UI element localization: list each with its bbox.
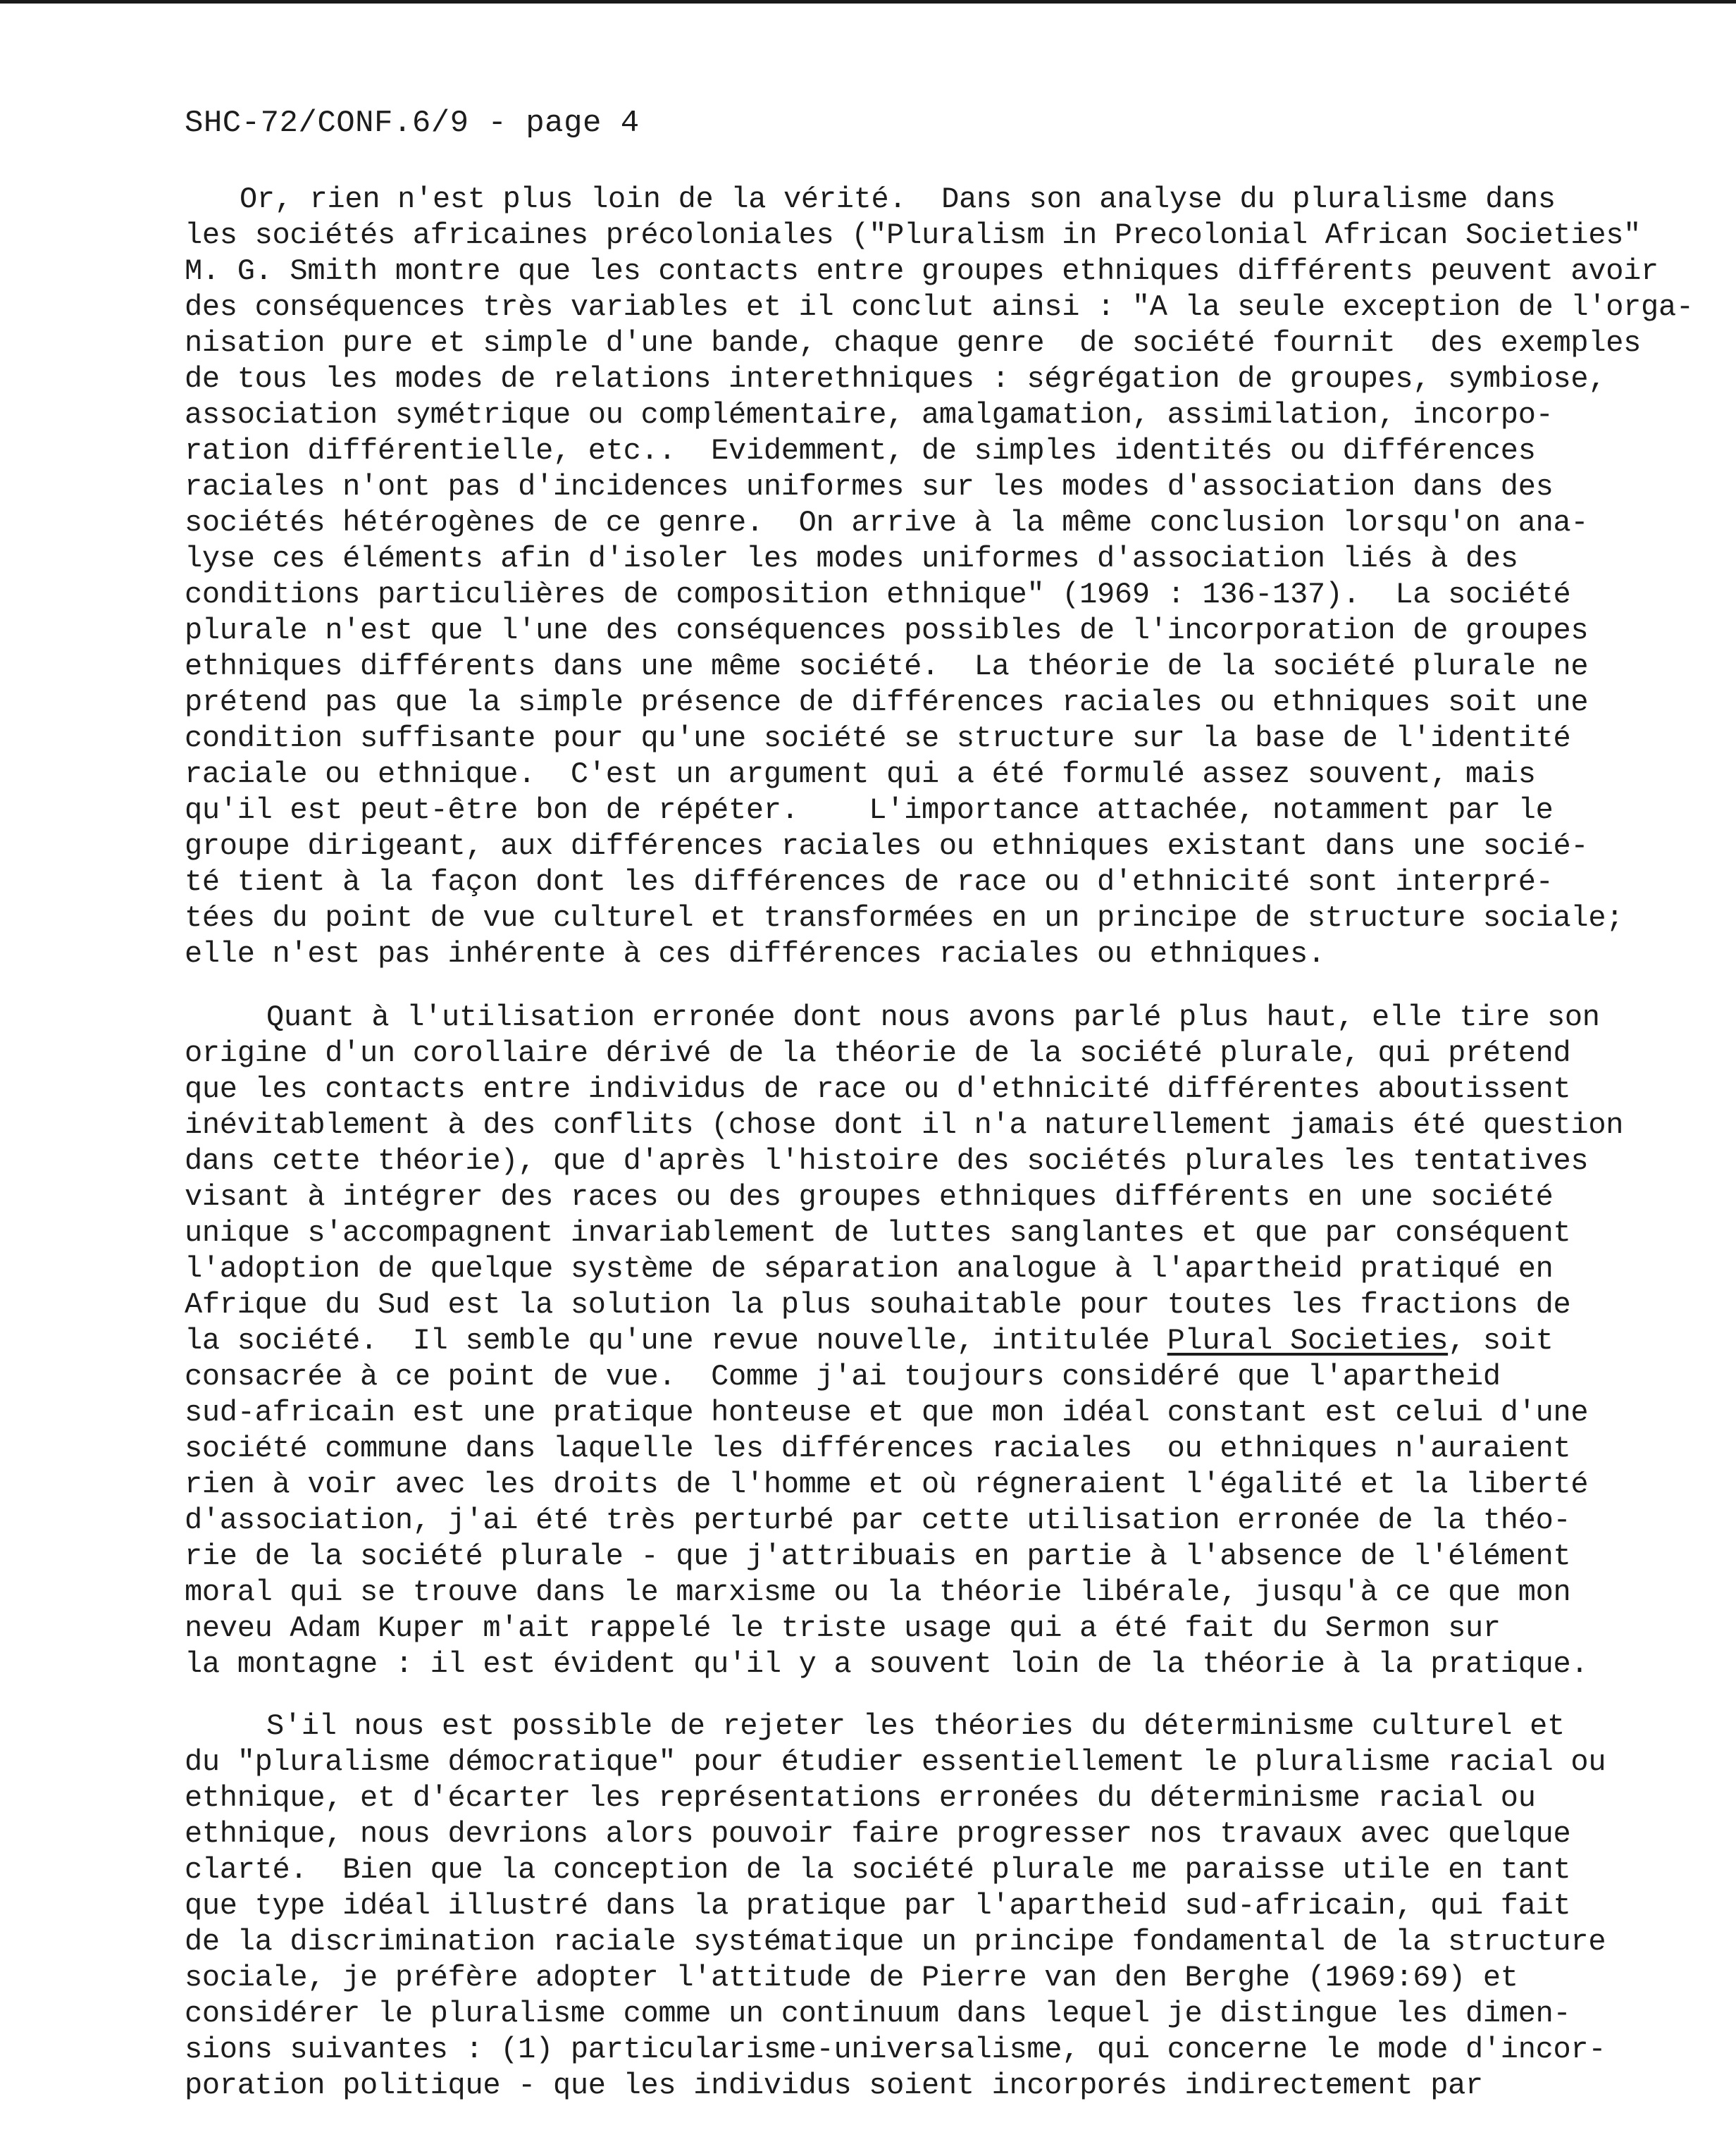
text-line: ration différentielle, etc.. Evidemment, de simples identités ou différences bbox=[185, 434, 1536, 468]
text-line bbox=[185, 1323, 1554, 1358]
text-line: groupe dirigeant, aux différences raciales ou ethniques existant dans une socié- bbox=[185, 829, 1589, 863]
text-line: d'association, j'ai été très perturbé par cette utilisation erronée de la théo- bbox=[185, 1504, 1571, 1537]
text-line: raciales n'ont pas d'incidences uniformes sur les modes d'association dans des bbox=[185, 470, 1554, 504]
text-line: unique s'accompagnent invariablement de luttes sanglantes et que par conséquent bbox=[185, 1216, 1571, 1250]
text-line: la montagne : il est évident qu'il y a souvent loin de la théorie à la pratique. bbox=[185, 1647, 1589, 1681]
text-line: du "pluralisme démocratique" pour étudier essentiellement le pluralisme racial ou bbox=[185, 1745, 1606, 1779]
text-line: rien à voir avec les droits de l'homme et où régneraient l'égalité et la liberté bbox=[185, 1468, 1589, 1501]
text-line: raciale ou ethnique. C'est un argument qui a été formulé assez souvent, mais bbox=[185, 757, 1536, 791]
text-line: lyse ces éléments afin d'isoler les modes uniformes d'association liés à des bbox=[185, 542, 1518, 576]
text-line: consacrée à ce point de vue. Comme j'ai toujours considéré que l'apartheid bbox=[185, 1360, 1501, 1394]
text-line: sociale, je préfère adopter l'attitude de Pierre van den Berghe (1969:69) et bbox=[185, 1961, 1518, 1995]
text-line: dans cette théorie), que d'après l'histoire des sociétés plurales les tentatives bbox=[185, 1144, 1589, 1178]
text-line: Quant à l'utilisation erronée dont nous avons parlé plus haut, elle tire son bbox=[266, 1000, 1600, 1034]
text-line: S'il nous est possible de rejeter les théories du déterminisme culturel et bbox=[266, 1709, 1565, 1743]
text-line: l'adoption de quelque système de séparation analogue à l'apartheid pratiqué en bbox=[185, 1252, 1554, 1286]
text-line: que les contacts entre individus de race ou d'ethnicité différentes aboutissent bbox=[185, 1072, 1571, 1106]
text-line: moral qui se trouve dans le marxisme ou la théorie libérale, jusqu'à ce que mon bbox=[185, 1575, 1571, 1609]
journal-title: Plural Societies bbox=[1167, 1324, 1449, 1358]
text-line: conditions particulières de composition ethnique" (1969 : 136-137). La société bbox=[185, 578, 1571, 612]
text-line-tail: , soit bbox=[1448, 1324, 1554, 1358]
text-line: sociétés hétérogènes de ce genre. On arrive à la même conclusion lorsqu'on ana- bbox=[185, 506, 1589, 540]
text-line: Or, rien n'est plus loin de la vérité. Dans son analyse du pluralisme dans bbox=[240, 182, 1556, 216]
text-line: neveu Adam Kuper m'ait rappelé le triste usage qui a été fait du Sermon sur bbox=[185, 1611, 1501, 1645]
text-line: plurale n'est que l'une des conséquences possibles de l'incorporation de groupes bbox=[185, 614, 1589, 648]
text-line: société commune dans laquelle les différences raciales ou ethniques n'auraient bbox=[185, 1432, 1571, 1466]
text-line: clarté. Bien que la conception de la société plurale me paraisse utile en tant bbox=[185, 1853, 1571, 1887]
text-line: elle n'est pas inhérente à ces différences raciales ou ethniques. bbox=[185, 937, 1325, 971]
text-line: que type idéal illustré dans la pratique par l'apartheid sud-africain, qui fait bbox=[185, 1889, 1571, 1923]
text-line: ethnique, nous devrions alors pouvoir faire progresser nos travaux avec quelque bbox=[185, 1817, 1571, 1851]
text-line: Afrique du Sud est la solution la plus souhaitable pour toutes les fractions de bbox=[185, 1288, 1571, 1322]
text-line: sions suivantes : (1) particularisme-universalisme, qui concerne le mode d'incor- bbox=[185, 2033, 1606, 2067]
text-line: condition suffisante pour qu'une société se structure sur la base de l'identité bbox=[185, 721, 1571, 755]
text-line: visant à intégrer des races ou des groupes ethniques différents en une société bbox=[185, 1180, 1554, 1214]
text-line: ethniques différents dans une même société. La théorie de la société plurale ne bbox=[185, 650, 1589, 683]
text-line: nisation pure et simple d'une bande, chaque genre de société fournit des exemples bbox=[185, 326, 1642, 360]
text-line: sud-africain est une pratique honteuse et que mon idéal constant est celui d'une bbox=[185, 1396, 1589, 1430]
text-line: de tous les modes de relations interethniques : ségrégation de groupes, symbiose, bbox=[185, 362, 1606, 396]
page-header: SHC-72/CONF.6/9 - page 4 bbox=[185, 106, 640, 141]
text-line: ethnique, et d'écarter les représentations erronées du déterminisme racial ou bbox=[185, 1781, 1536, 1815]
text-line-lead: la société. Il semble qu'une revue nouvelle, intitulée bbox=[185, 1324, 1167, 1358]
text-line: les sociétés africaines précoloniales ("Pluralism in Precolonial African Societies" bbox=[185, 218, 1642, 252]
text-line: prétend pas que la simple présence de différences raciales ou ethniques soit une bbox=[185, 686, 1589, 719]
text-line: qu'il est peut-être bon de répéter. L'importance attachée, notamment par le bbox=[185, 793, 1554, 827]
text-line: rie de la société plurale - que j'attribuais en partie à l'absence de l'élément bbox=[185, 1539, 1571, 1573]
text-line: association symétrique ou complémentaire, amalgamation, assimilation, incorpo- bbox=[185, 398, 1554, 432]
text-line: tées du point de vue culturel et transformées en un principe de structure sociale; bbox=[185, 901, 1624, 935]
text-line: considérer le pluralisme comme un continuum dans lequel je distingue les dimen- bbox=[185, 1997, 1571, 2031]
text-line: origine d'un corollaire dérivé de la théorie de la société plurale, qui prétend bbox=[185, 1036, 1571, 1070]
text-line: de la discrimination raciale systématique un principe fondamental de la structure bbox=[185, 1925, 1606, 1959]
text-line: poration politique - que les individus soient incorporés indirectement par bbox=[185, 2069, 1483, 2102]
text-line: té tient à la façon dont les différences de race ou d'ethnicité sont interpré- bbox=[185, 865, 1554, 899]
text-line: inévitablement à des conflits (chose dont il n'a naturellement jamais été question bbox=[185, 1108, 1624, 1142]
text-line: des conséquences très variables et il conclut ainsi : "A la seule exception de l'orga- bbox=[185, 290, 1694, 324]
text-line: M. G. Smith montre que les contacts entre groupes ethniques différents peuvent avoir bbox=[185, 254, 1658, 288]
